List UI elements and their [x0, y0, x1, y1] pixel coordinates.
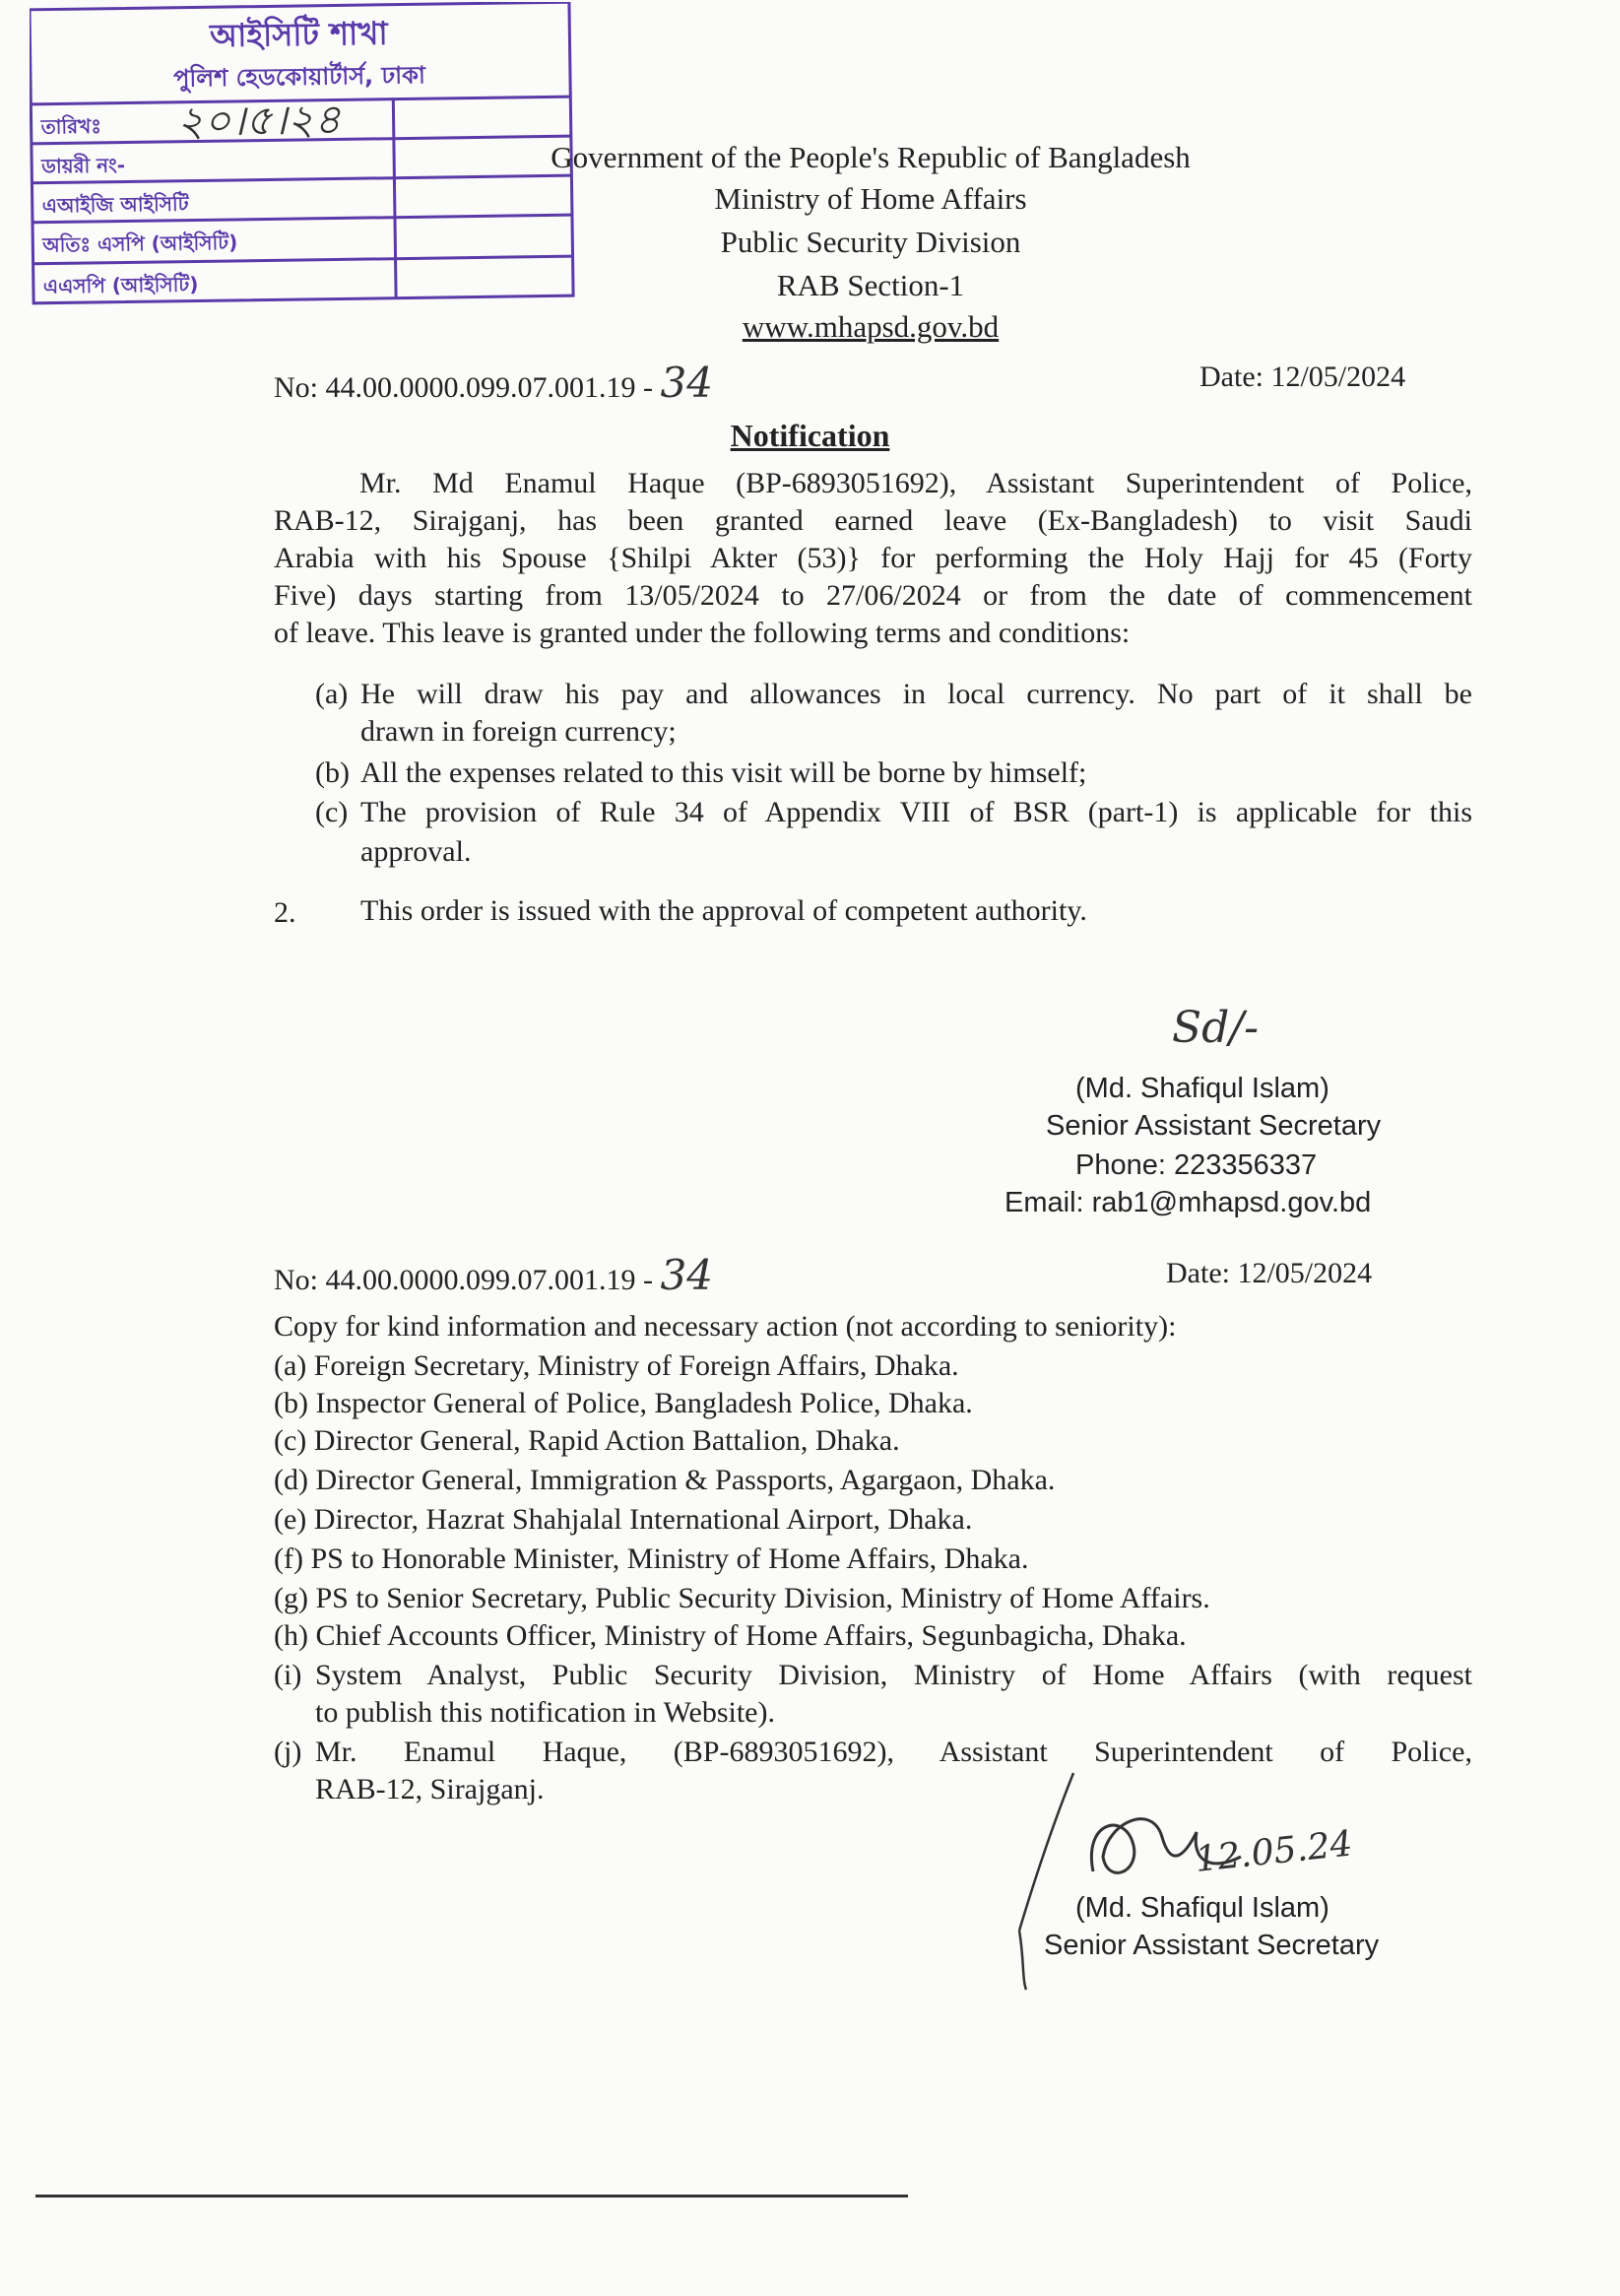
copy-item-i-label: (i) — [274, 1659, 302, 1691]
copy-item-j-line-1: Mr. Enamul Haque, (BP-6893051692), Assistant Superintendent of Police, — [315, 1736, 1472, 1768]
body-line-4: Five) days starting from 13/05/2024 to 27/06/2024 or from the date of commencement — [274, 579, 1472, 612]
copy-item-j-line-2: RAB-12, Sirajganj. — [315, 1773, 545, 1805]
signature-2-designation: Senior Assistant Secretary — [1044, 1930, 1380, 1961]
signature-1-email[interactable]: Email: rab1@mhapsd.gov.bd — [1004, 1187, 1372, 1218]
signature-1-phone: Phone: 223356337 — [1075, 1149, 1318, 1181]
header-section: RAB Section-1 — [776, 268, 965, 302]
body-line-3: Arabia with his Spouse {Shilpi Akter (53)} for performing the Holy Hajj for 45 (Forty — [274, 542, 1472, 574]
copy-handwritten-number: 34 — [660, 1251, 713, 1299]
term-c-line-2: approval. — [360, 835, 472, 868]
signature-2-name: (Md. Shafiqul Islam) — [1075, 1892, 1329, 1924]
copy-item-i-line-1: System Analyst, Public Security Division, Ministry of Home Affairs (with request — [315, 1659, 1472, 1691]
copy-item-i-line-2: to publish this notification in Website). — [315, 1696, 775, 1729]
term-a-line-1: He will draw his pay and allowances in local currency. No part of it shall be — [360, 678, 1472, 710]
signature-1-designation: Senior Assistant Secretary — [1046, 1110, 1382, 1142]
signature-1-mark: Sd/- — [1172, 1003, 1259, 1053]
copy-reference-number: No: 44.00.0000.099.07.001.19 - 34 — [274, 1251, 713, 1299]
stamp-handwritten-date: ২০।৫।২৪ — [176, 95, 342, 146]
copy-item-g: (g) PS to Senior Secretary, Public Security Division, Ministry of Home Affairs. — [274, 1582, 1210, 1614]
stamp-title: আইসিটি শাখা — [209, 14, 388, 55]
copy-item-d: (d) Director General, Immigration & Passports, Agargaon, Dhaka. — [274, 1464, 1056, 1496]
signature-2-date: 12.05.24 — [1193, 1823, 1355, 1880]
body-line-5: of leave. This leave is granted under the following terms and conditions: — [274, 617, 1131, 649]
para-2-text: This order is issued with the approval of competent authority. — [360, 894, 1087, 927]
term-a-label: (a) — [315, 678, 349, 710]
term-c-line-1: The provision of Rule 34 of Appendix VIII of BSR (part-1) is applicable for this — [360, 796, 1472, 828]
term-b-line-1: All the expenses related to this visit will be borne by himself; — [360, 756, 1087, 789]
term-b-label: (b) — [315, 756, 350, 789]
ict-branch-stamp — [30, 2, 576, 307]
copy-date: Date: 12/05/2024 — [1166, 1257, 1373, 1289]
signature-1-name: (Md. Shafiqul Islam) — [1075, 1073, 1329, 1104]
header-website[interactable]: www.mhapsd.gov.bd — [742, 309, 1000, 344]
copy-item-b: (b) Inspector General of Police, Bangladesh Police, Dhaka. — [274, 1387, 973, 1419]
header-division: Public Security Division — [720, 225, 1021, 259]
copy-item-f: (f) PS to Honorable Minister, Ministry of Home Affairs, Dhaka. — [274, 1542, 1029, 1575]
footer-rule — [35, 2195, 908, 2198]
reference-handwritten-number: 34 — [660, 359, 713, 407]
stamp-row-diary: ডায়রী নং- — [41, 153, 126, 178]
copy-intro: Copy for kind information and necessary action (not according to seniority): — [274, 1310, 1177, 1343]
body-line-2: RAB-12, Sirajganj, has been granted earned leave (Ex-Bangladesh) to visit Saudi — [274, 504, 1472, 537]
reference-date: Date: 12/05/2024 — [1199, 361, 1406, 393]
header-ministry: Ministry of Home Affairs — [714, 181, 1027, 216]
copy-item-c: (c) Director General, Rapid Action Battalion, Dhaka. — [274, 1424, 900, 1457]
para-2-number: 2. — [274, 896, 296, 929]
stamp-row-date: তারিখঃ — [40, 113, 102, 139]
copy-item-j-label: (j) — [274, 1736, 302, 1768]
stamp-row-aig: এআইজি আইসিটি — [41, 191, 189, 218]
header-government: Government of the People's Republic of Bangladesh — [551, 140, 1191, 174]
term-c-label: (c) — [315, 796, 349, 828]
notification-title: Notification — [730, 418, 890, 453]
signature-2-scribble — [1014, 1763, 1408, 2000]
term-a-line-2: drawn in foreign currency; — [360, 715, 677, 748]
copy-item-e: (e) Director, Hazrat Shahjalal International Airport, Dhaka. — [274, 1503, 973, 1536]
copy-item-a: (a) Foreign Secretary, Ministry of Foreign Affairs, Dhaka. — [274, 1349, 959, 1382]
reference-number: No: 44.00.0000.099.07.001.19 - 34 — [274, 359, 713, 407]
stamp-row-addl-sp: অতিঃ এসপি (আইসিটি) — [42, 230, 238, 257]
stamp-row-asp: এএসপি (আইসিটি) — [42, 272, 199, 298]
stamp-subtitle: পুলিশ হেডকোয়ার্টার্স, ঢাকা — [172, 61, 426, 93]
copy-item-h: (h) Chief Accounts Officer, Ministry of Home Affairs, Segunbagicha, Dhaka. — [274, 1619, 1187, 1652]
body-line-1: Mr. Md Enamul Haque (BP-6893051692), Assistant Superintendent of Police, — [359, 467, 1472, 499]
